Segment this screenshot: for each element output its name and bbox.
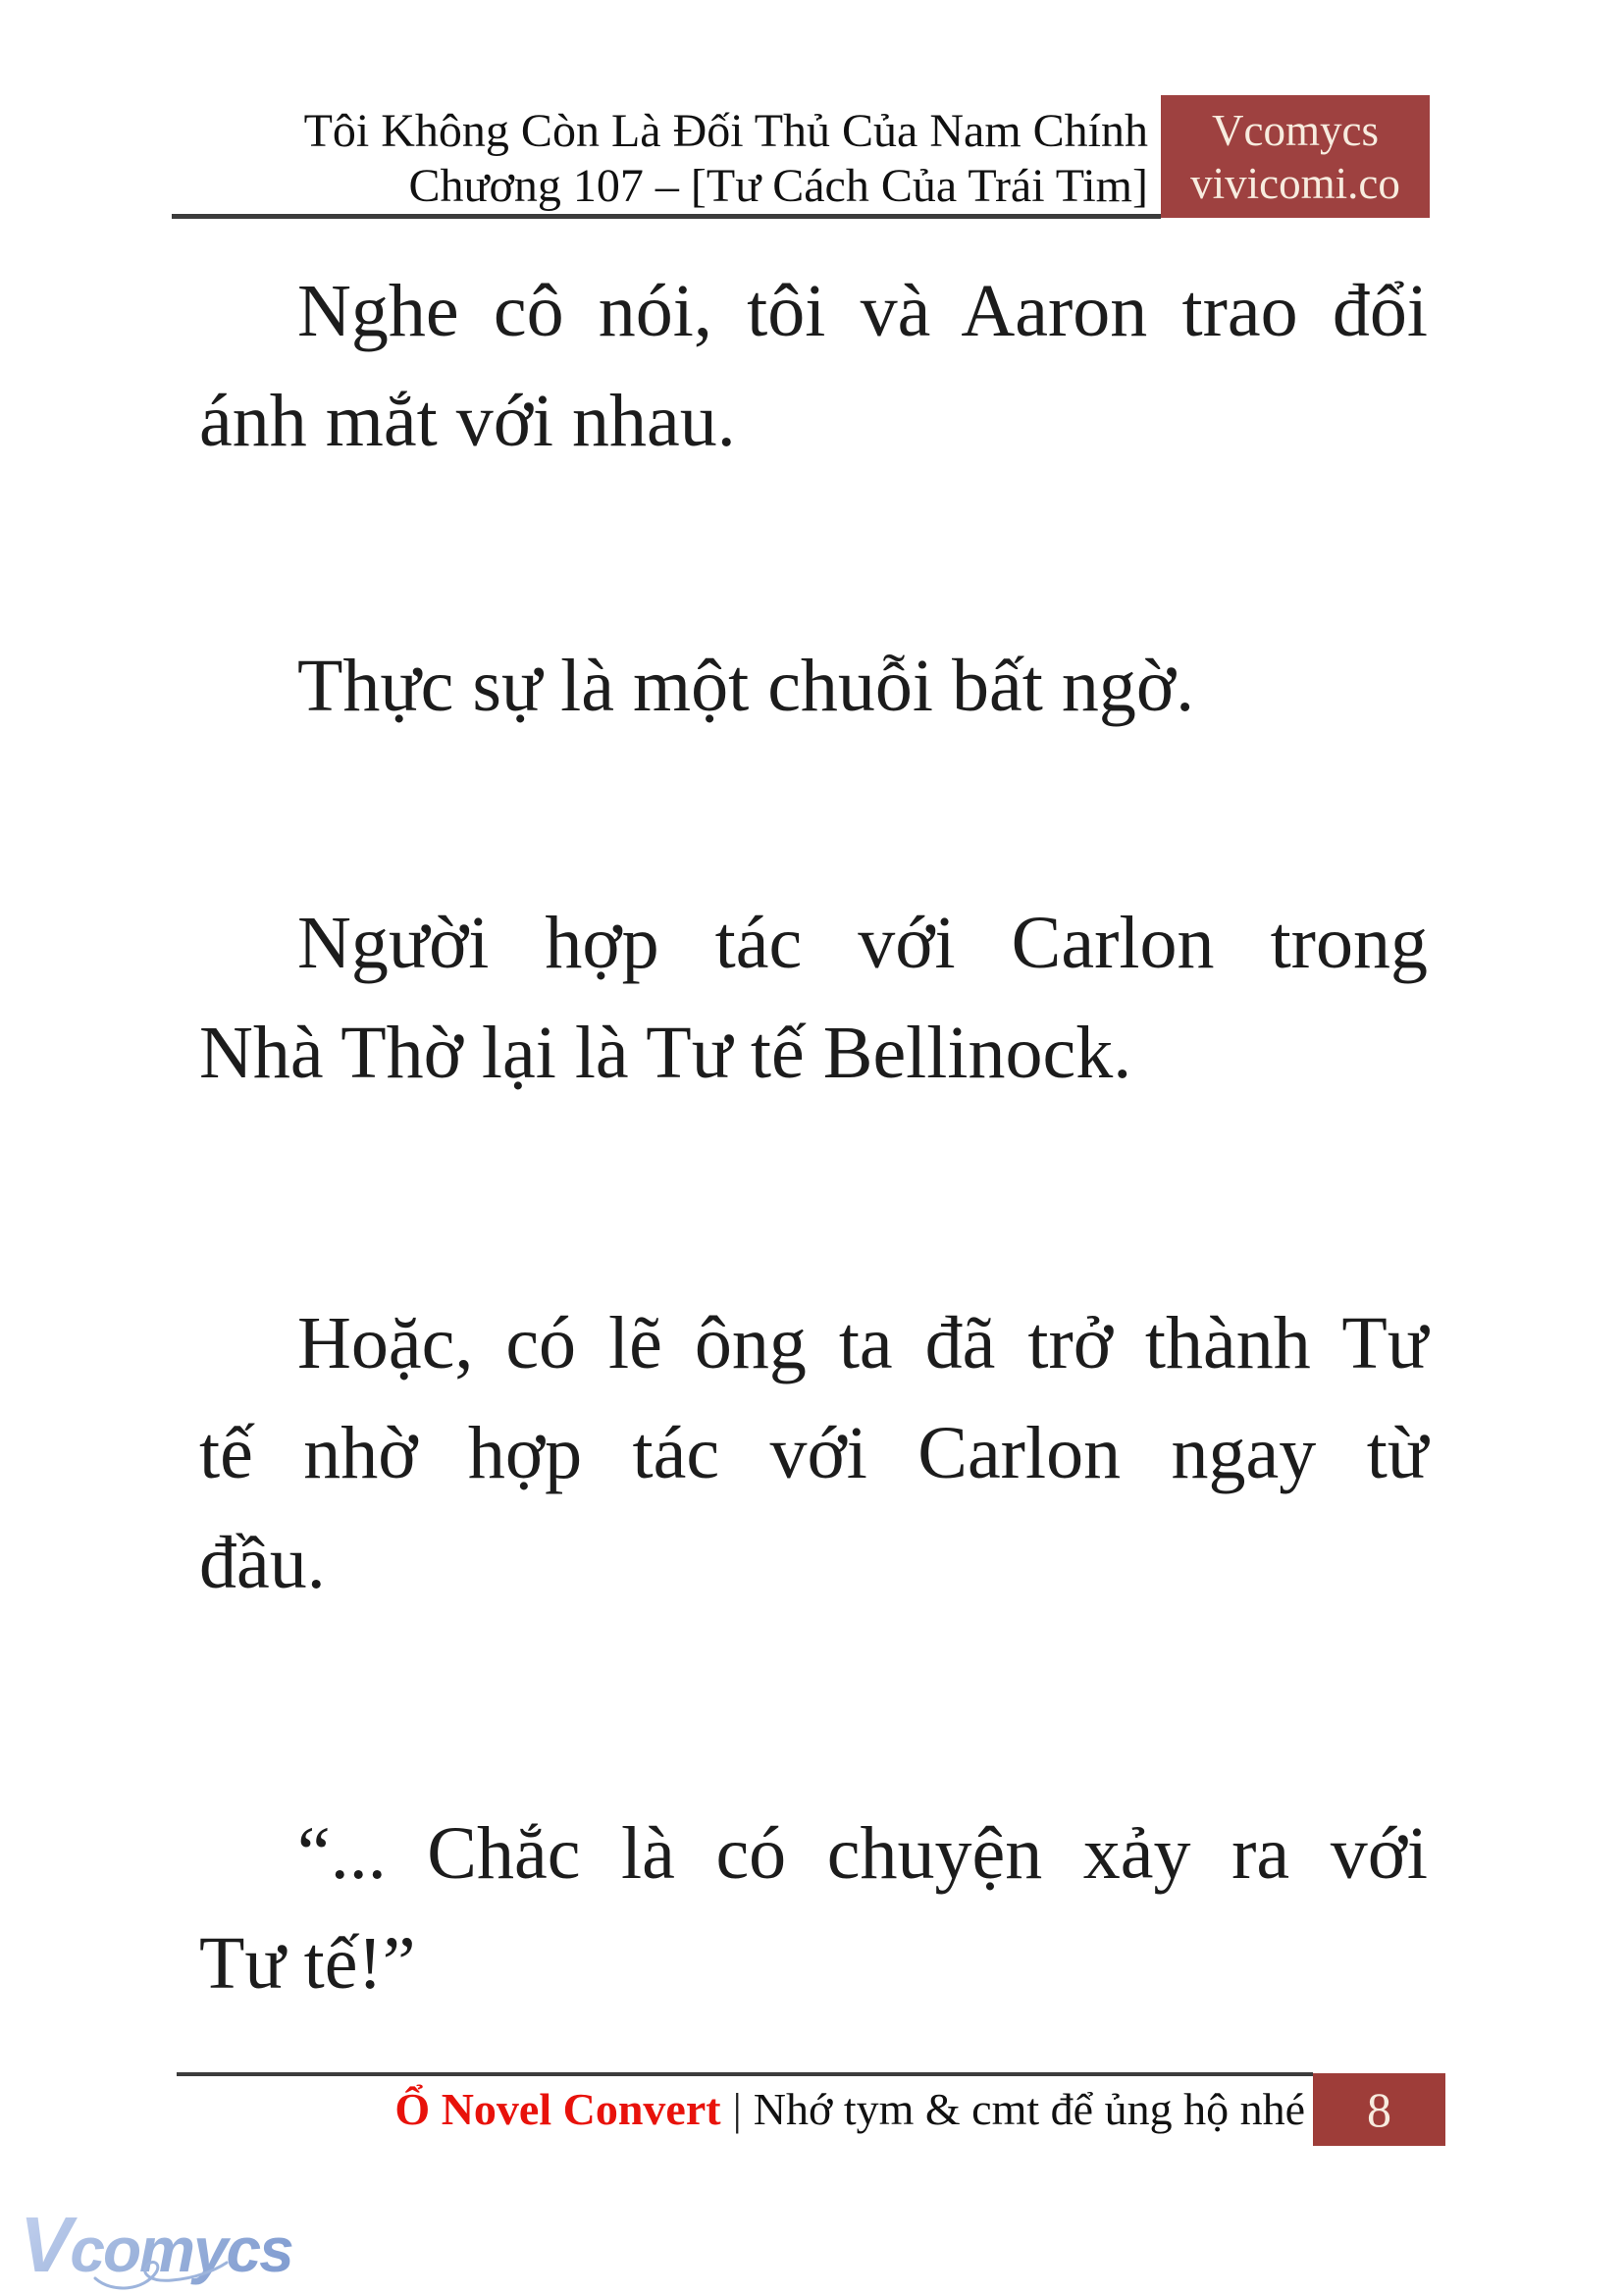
header-rule	[172, 214, 1161, 219]
paragraph-1	[199, 256, 1428, 476]
paragraph-1-line-2: ánh mắt với nhau.	[199, 380, 736, 462]
paragraph-4-line-3: đầu.	[199, 1522, 326, 1604]
paragraph-2	[199, 631, 1428, 741]
paragraph-5-line-2: Tư tế!”	[199, 1922, 416, 2005]
header-chapter-line: Chương 107 – [Tư Cách Của Trái Tim]	[408, 160, 1148, 212]
footer-separator: |	[732, 2084, 742, 2134]
paragraph-4	[199, 1288, 1428, 1618]
paragraph-2-line-1: Thực sự là một chuỗi bất ngờ.	[297, 645, 1195, 727]
brand-name: Vcomycs	[1212, 105, 1379, 155]
paragraph-4-line-2: tế nhờ hợp tác với Carlon ngay từ	[199, 1412, 1428, 1494]
footer	[177, 2073, 1305, 2146]
paragraph-3-line-2: Nhà Thờ lại là Tư tế Bellinock.	[199, 1012, 1132, 1094]
paragraph-3-line-1: Người hợp tác với Carlon trong	[297, 902, 1428, 984]
paragraph-5-line-1: “... Chắc là có chuyện xảy ra với	[297, 1812, 1428, 1895]
page-number-box	[1313, 2073, 1445, 2146]
watermark-logo: Vcomycs	[20, 2201, 292, 2288]
paragraph-3	[199, 888, 1428, 1108]
paragraph-5	[199, 1799, 1428, 2018]
brand-box	[1161, 95, 1430, 218]
page-number: 8	[1367, 2082, 1391, 2137]
header-title	[172, 104, 1148, 214]
watermark-flourish-icon	[93, 2257, 231, 2295]
header-title-line1: Tôi Không Còn Là Đối Thủ Của Nam Chính	[303, 105, 1148, 157]
footer-note: Nhớ tym & cmt để ủng hộ nhé	[753, 2084, 1305, 2134]
paragraph-1-line-1: Nghe cô nói, tôi và Aaron trao đổi	[297, 270, 1428, 352]
paragraph-4-line-1: Hoặc, có lẽ ông ta đã trở thành Tư	[297, 1302, 1428, 1384]
footer-credit: Ổ Novel Convert	[394, 2084, 721, 2134]
brand-site: vivicomi.co	[1190, 158, 1400, 208]
